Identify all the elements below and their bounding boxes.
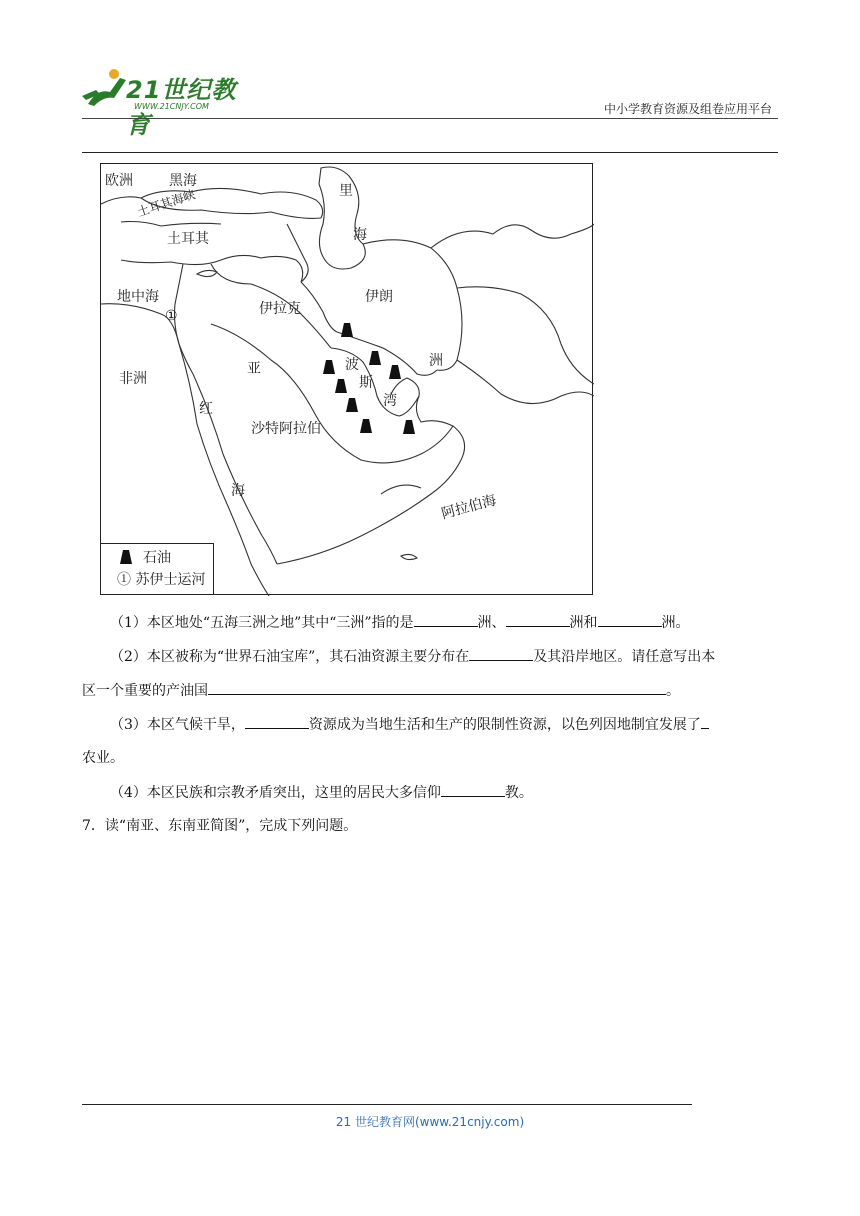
label-saudi-arabia: 沙特阿拉伯 [251, 421, 321, 437]
label-iran: 伊朗 [365, 289, 393, 305]
label-suez-marker: ① [165, 308, 178, 324]
label-gulf-wan: 湾 [383, 393, 397, 409]
label-gulf-si: 斯 [359, 375, 373, 391]
oil-legend-icon [119, 549, 133, 565]
legend-suez-label: ① 苏伊士运河 [117, 572, 206, 588]
question-3-line-2: 农业。 [82, 750, 124, 766]
label-turkish-strait: 土耳其海峡 [135, 187, 198, 220]
middle-east-map [100, 163, 593, 595]
header-rule [82, 118, 778, 119]
label-europe: 欧洲 [105, 173, 133, 189]
runner-logo-icon [80, 66, 128, 110]
label-red-sea-2: 海 [231, 483, 245, 499]
answer-blank[interactable] [506, 612, 570, 627]
label-mediterranean: 地中海 [117, 289, 159, 305]
site-logo [80, 66, 255, 139]
question-7: 7．读“南亚、东南亚简图”，完成下列问题。 [82, 818, 358, 834]
label-asia-ya: 亚 [247, 361, 261, 377]
answer-blank[interactable] [598, 612, 662, 627]
label-turkey: 土耳其 [167, 231, 209, 247]
question-3-line-1: （3）本区气候干旱， 资源成为当地生活和生产的限制性资源，以色列因地制宜发展了 [82, 714, 782, 735]
label-africa: 非洲 [119, 371, 147, 387]
map-legend [101, 543, 214, 594]
logo-text: 21世纪教育 [126, 76, 237, 139]
legend-oil-label: 石油 [143, 550, 171, 566]
footer-link[interactable]: 21 世纪教育网(www.21cnjy.com) [335, 1115, 525, 1129]
answer-blank[interactable] [245, 714, 309, 729]
answer-blank[interactable] [441, 782, 505, 797]
header-platform-name: 中小学教育资源及组卷应用平台 [603, 102, 772, 116]
question-1: （1）本区地处“五海三洲之地”其中“三洲”指的是 洲、 洲和 洲。 [82, 612, 782, 633]
header-divider [82, 152, 778, 153]
question-2-line-2: 区一个重要的产油国 。 [82, 680, 782, 701]
label-caspian-2: 海 [353, 227, 367, 243]
answer-blank[interactable] [469, 646, 533, 661]
logo-url: WWW.21CNJY.COM [134, 102, 209, 111]
label-gulf-bo: 波 [345, 357, 359, 373]
label-red-sea-1: 红 [199, 401, 213, 417]
label-asia-zhou: 洲 [429, 353, 443, 369]
label-arabian-sea: 阿拉伯海 [439, 492, 499, 523]
label-black-sea: 黑海 [169, 173, 197, 189]
answer-blank[interactable] [208, 680, 666, 695]
answer-blank[interactable] [414, 612, 478, 627]
label-iraq: 伊拉克 [259, 301, 301, 317]
question-4: （4）本区民族和宗教矛盾突出，这里的居民大多信仰 教。 [82, 782, 782, 803]
footer-divider [82, 1104, 692, 1105]
answer-blank[interactable] [701, 714, 709, 729]
question-2-line-1: （2）本区被称为“世界石油宝库”，其石油资源主要分布在 及其沿岸地区。请任意写出本 [82, 646, 782, 667]
label-caspian-1: 里 [339, 183, 353, 199]
